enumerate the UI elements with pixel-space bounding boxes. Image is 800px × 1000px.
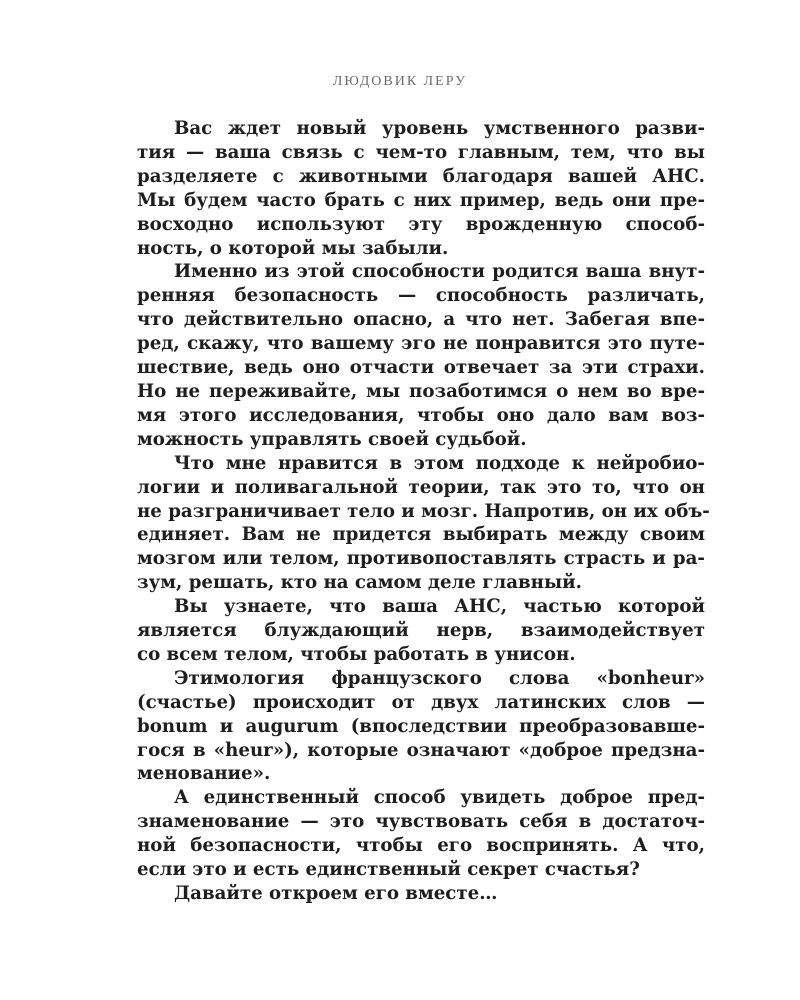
paragraph xyxy=(137,882,705,906)
text-line: Мы будем часто брать с них пример, ведь они пре- xyxy=(137,189,705,211)
text-line: мозгом или телом, противопоставлять страсть и ра- xyxy=(137,548,705,570)
text-line: единяет. Вам не придется выбирать между своим xyxy=(137,524,705,546)
text-line: ред, скажу, что вашему эго не понравится это путе- xyxy=(137,333,705,355)
text-line: является блуждающий нерв, взаимодействует xyxy=(137,620,705,642)
text-line: Вы узнаете, что ваша АНС, частью которой xyxy=(174,596,705,618)
text-line: bonum и augurum (впоследствии преобразовавше- xyxy=(137,715,705,737)
paragraph xyxy=(137,117,705,260)
text-line: если это и есть единственный секрет счастья? xyxy=(137,859,640,881)
paragraph xyxy=(137,786,705,882)
text-line: со всем телом, чтобы работать в унисон. xyxy=(137,643,576,665)
text-line: менование». xyxy=(137,763,271,785)
text-line: ренняя безопасность — способность различать, xyxy=(137,285,705,307)
text-line: восходно используют эту врожденную способ- xyxy=(137,213,705,235)
body-text xyxy=(137,117,710,906)
text-line: А единственный способ увидеть доброе пред- xyxy=(174,787,705,809)
text-line: гося в «heur»), которые означают «доброе предзна- xyxy=(137,739,705,761)
text-line: ность, о которой мы забыли. xyxy=(137,237,449,259)
text-line: можность управлять своей судьбой. xyxy=(137,428,527,450)
paragraph xyxy=(137,452,710,595)
text-line: (счастье) происходит от двух латинских слов — xyxy=(137,691,705,713)
paragraph xyxy=(137,595,705,667)
text-line: Именно из этой способности родится ваша внут- xyxy=(174,261,705,283)
text-line: ной безопасности, чтобы его воспринять. А что, xyxy=(137,835,705,857)
text-line: Что мне нравится в этом подходе к нейробио- xyxy=(174,452,705,474)
text-line: не разграничивает тело и мозг. Напротив, он их объ- xyxy=(137,500,710,522)
text-line: Давайте откроем его вместе… xyxy=(174,883,498,904)
text-line: логии и поливагальной теории, так это то, что он xyxy=(137,476,705,498)
text-line: Но не переживайте, мы позаботимся о нем во вре- xyxy=(137,380,705,402)
text-line: шествие, ведь оно отчасти отвечает за эти страхи. xyxy=(137,357,705,379)
paragraph xyxy=(137,260,705,451)
text-line: разделяете с животными благодаря вашей АНС. xyxy=(137,165,705,187)
text-line: мя этого исследования, чтобы оно дало вам воз- xyxy=(137,404,705,426)
text-line: Вас ждет новый уровень умственного разви- xyxy=(174,118,705,139)
paragraph xyxy=(137,667,705,787)
text-line: тия — ваша связь с чем-то главным, тем, что вы xyxy=(137,141,705,163)
running-header: ЛЮДОВИК ЛЕРУ xyxy=(332,74,468,89)
text-line: зум, решать, кто на самом деле главный. xyxy=(137,572,582,594)
text-line: Этимология французского слова «bonheur» xyxy=(174,667,705,689)
text-line: знаменование — это чувствовать себя в достаточ- xyxy=(137,811,705,833)
text-line: что действительно опасно, а что нет. Забегая впе- xyxy=(137,309,705,331)
